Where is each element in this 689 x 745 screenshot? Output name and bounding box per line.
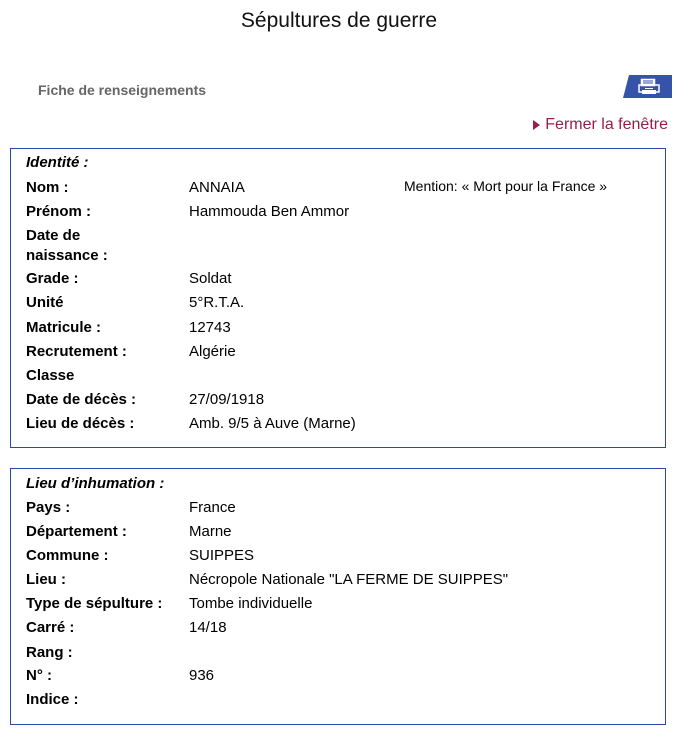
field-label: Prénom : [26,203,92,220]
field-value: Tombe individuelle [189,595,313,612]
close-window-label: Fermer la fenêtre [545,116,668,133]
mention-text: Mention: « Mort pour la France » [404,178,608,194]
arrow-right-icon [533,120,540,130]
burial-section-title: Lieu d’inhumation : [26,475,165,492]
field-label: Lieu : [26,571,66,588]
printer-icon [623,75,672,98]
field-value: Nécropole Nationale "LA FERME DE SUIPPES" [189,571,509,588]
field-value: 14/18 [189,619,227,636]
identity-section-title: Identité : [26,154,89,171]
page-subtitle: Fiche de renseignements [38,82,207,98]
close-window-link[interactable] [533,116,668,134]
field-label: Date de décès : [26,391,137,408]
field-label: Unité [26,294,64,311]
field-value: Soldat [189,270,232,287]
field-label: Carré : [26,619,75,636]
burial-section [10,468,666,725]
field-label: Type de sépulture : [26,595,163,612]
field-value: 936 [189,667,215,684]
identity-section [10,148,666,448]
field-label: Date de naissance : [26,227,108,264]
field-label: Pays : [26,499,71,516]
field-label: Indice : [26,691,79,708]
field-value: France [189,499,236,516]
print-button[interactable] [623,75,672,98]
field-value: Marne [189,523,232,540]
field-value: Amb. 9/5 à Auve (Marne) [189,415,356,432]
field-value: 12743 [189,319,231,336]
field-label: Grade : [26,270,79,287]
field-label: Rang : [26,644,73,661]
field-value: ANNAIA [189,179,245,196]
field-label: Matricule : [26,319,102,336]
field-label: Nom : [26,179,69,196]
field-value: SUIPPES [189,547,255,564]
field-value: Algérie [189,343,236,360]
field-label: Classe [26,367,75,384]
field-value: 5°R.T.A. [189,294,245,311]
field-value: 27/09/1918 [189,391,265,408]
field-label: N° : [26,667,52,684]
field-label: Recrutement : [26,343,127,360]
page-title: Sépultures de guerre [240,9,438,32]
field-label: Commune : [26,547,109,564]
field-label: Département : [26,523,127,540]
field-value: Hammouda Ben Ammor [189,203,350,220]
field-label: Lieu de décès : [26,415,135,432]
